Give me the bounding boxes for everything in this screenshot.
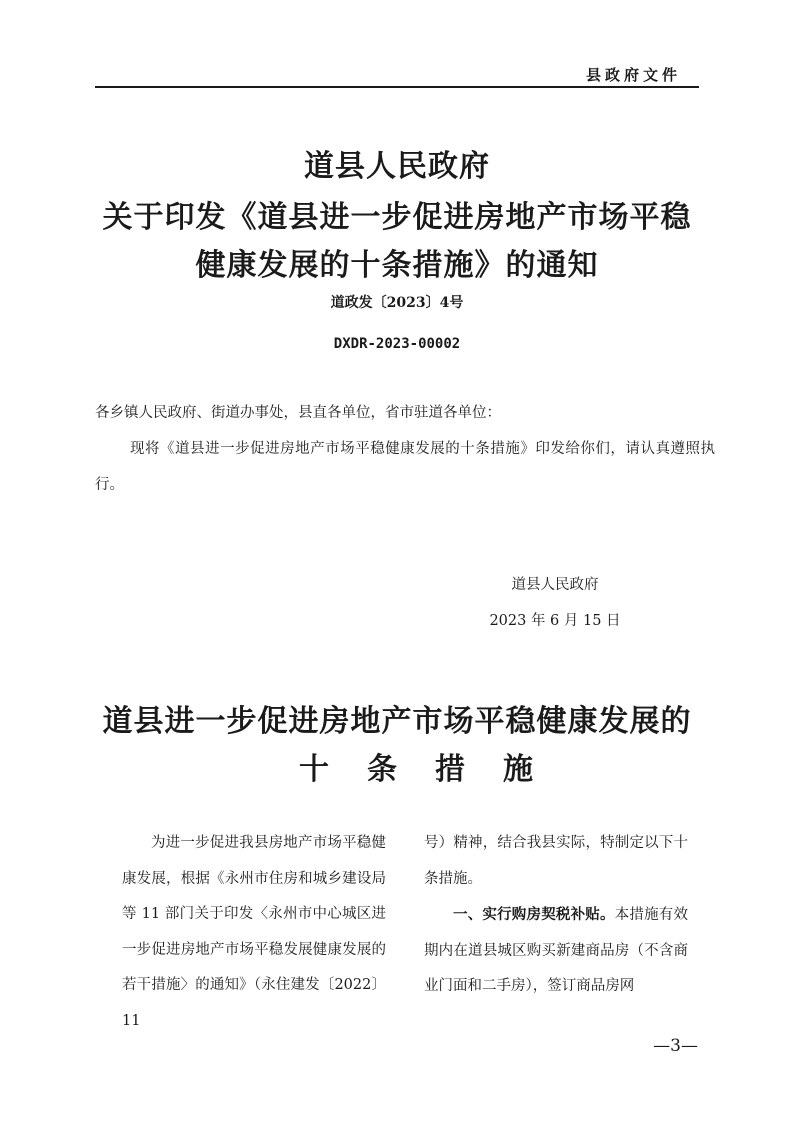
- measures-intro-continued: 号）精神，结合我县实际，特制定以下十条措施。: [424, 835, 688, 887]
- measure-item-1-heading: 一、实行购房契税补贴。: [453, 906, 615, 923]
- notice-body: 现将《道县进一步促进房地产市场平稳健康发展的十条措施》印发给你们，请认真遵照执行。: [95, 441, 715, 493]
- signature: 道县人民政府: [511, 577, 599, 593]
- measure-item-1-text: 本措施有效期内在道县城区购买新建商品房（不含商业门面和二手房），签订商品房网: [424, 907, 689, 994]
- measure-item-1: [424, 897, 688, 1005]
- measures-title-line-1: 道县进一步促进房地产市场平稳健康发展的: [102, 704, 692, 739]
- header-label: 县政府文件: [585, 66, 681, 84]
- addressee: 各乡镇人民政府、街道办事处，县直各单位，省市驻道各单位：: [95, 405, 501, 421]
- notice-title-line-1: 道县人民政府: [304, 149, 490, 184]
- measures-intro: 为进一步促进我县房地产市场平稳健康发展，根据《永州市住房和城乡建设局等 11 部门关于印发〈永州市中心城区进一步促进房地产市场平稳发展健康发展的若干措施〉的通知》（永住建发〔2022〕11: [122, 835, 386, 1029]
- notice-title-line-2: 关于印发《道县进一步促进房地产市场平稳: [102, 200, 692, 235]
- issue-date: 2023 年 6 月 15 日: [489, 613, 621, 629]
- page-number: —3—: [653, 1036, 698, 1056]
- header-divider: [95, 86, 699, 88]
- notice-title-line-3: 健康发展的十条措施》的通知: [195, 248, 599, 283]
- document-id: DXDR-2023-00002: [333, 336, 461, 352]
- measures-right-column: [424, 826, 688, 1005]
- measures-title-line-2: 十条措施: [299, 752, 571, 787]
- document-number: 道政发〔2023〕4号: [330, 295, 464, 311]
